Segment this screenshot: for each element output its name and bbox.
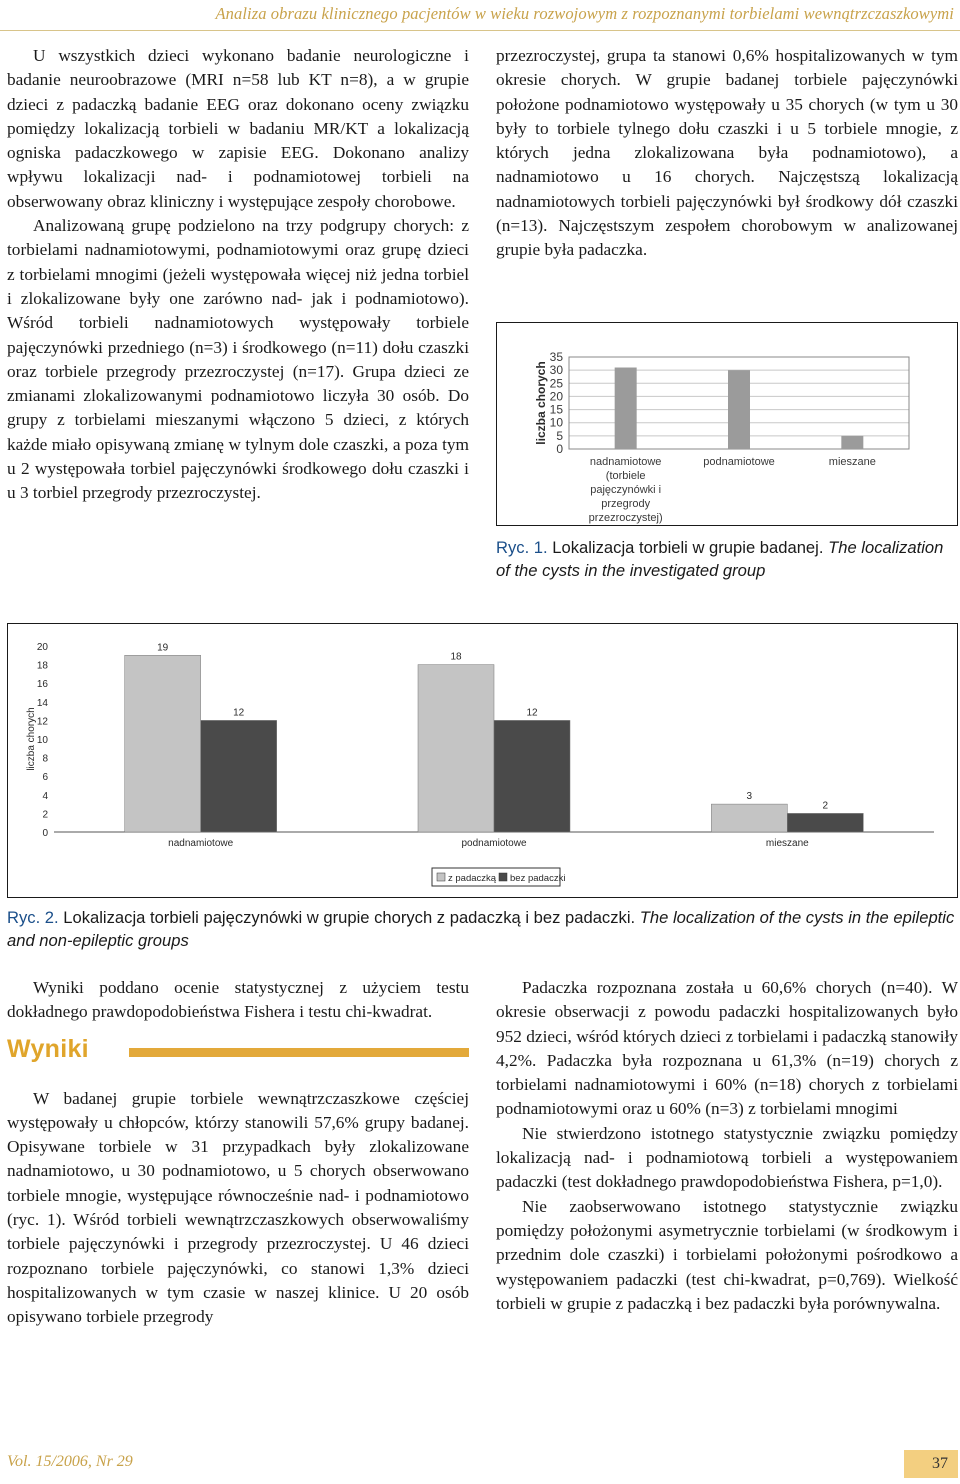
paragraph-groups: Analizowaną grupę podzielono na trzy podgrupy chorych: z torbielami nadnamiotowymi, podnamiotowymi oraz grupę dzieci z torbielami mnogimi (jeżeli występowała więcej niż jedna torbiel i zlokalizowane były one zarówno nad- jak i podnamiotowo). Wśród torbieli nadnamiotowych występowały torbiele pajęczynówki przedniego (n=3) i środkowego (n=11) dołu czaszki oraz torbiele przegrody przezroczystej (n=17). Grupa dzieci ze zmianami zlokalizowanymi podnamiotowo liczyła 30 osób. Do grupy z torbielami mieszanymi włączono 5 dzieci, z których każde miało opisywaną zmianę w tylnym dole czaszki, a poza tym u 2 występowała torbiel pajęczynówki środkowego dołu czaszki i u 3 torbiel przegrody przezroczystej. [7,216,469,503]
y-tick-label: 18 [36,660,48,672]
x-tick-label: przegrody [601,498,651,510]
footer-volume: Vol. 15/2006, Nr 29 [7,1453,133,1470]
paragraph-fisher: Nie stwierdzono istotnego statystycznie związku pomiędzy lokalizacją nad- i podnamiotową torbieli a występowaniem padaczki (test dokładnego prawdopodobieństwa Fishera, p=1,0). [496,1123,958,1192]
figure-1-label: Ryc. 1. [496,538,548,557]
y-axis-label: liczba chorych [26,707,37,771]
section-heading-results [7,1034,469,1071]
bar-z-padaczką-2 [418,665,494,832]
y-tick-label: 10 [36,735,48,746]
data-label: 18 [450,651,462,663]
running-title: Analiza obrazu klinicznego pacjentów w wieku rozwojowym z rozpoznanymi torbielami wewnątrzczaszkowymi [215,4,954,23]
legend-label: z padaczką [448,873,497,884]
y-tick-label: 20 [36,642,48,653]
x-tick-label: nadnamiotowe [168,838,234,849]
paragraph-chi-square: Nie zaobserwowano istotnego statystycznie związku pomiędzy położonymi asymetrycznie torbielami (w środkowym i przednim dole czaszki) i torbielami położonymi pośrodkowo a występowaniem padaczki (test chi-kwadrat, p=0,769). Wielkość torbieli w grupie z padaczką i bez padaczki była porównywalna. [496,1196,958,1313]
right-column-bottom [496,976,958,1316]
figure-2-chart [7,623,958,898]
bar-bez-padaczki-2 [494,720,570,832]
page-number: 37 [904,1450,958,1478]
figure-1-svg [497,323,957,525]
y-tick-label: 2 [42,809,48,821]
right-column-top [496,44,958,263]
y-tick-label: 14 [36,697,48,709]
y-tick-label: 0 [42,828,48,839]
figure-2-caption-pl: Lokalizacja torbieli pajęczynówki w grupie chorych z padaczką i bez padaczki. [63,908,636,927]
bar-2 [728,370,750,449]
legend-swatch [437,873,445,881]
legend-swatch [499,873,507,881]
legend-label: bez padaczki [510,873,566,884]
x-tick-label: (torbiele [605,470,646,482]
bar-z-padaczką-3 [711,804,787,832]
y-tick-label: 5 [556,428,563,443]
section-title: Wyniki [7,1034,89,1063]
figure-2-label: Ryc. 2. [7,908,59,927]
paragraph-continuation: przezroczystej, grupa ta stanowi 0,6% hospitalizowanych w tym okresie chorych. W grupie badanej torbiele pajęczynówki położone podnamiotowo występowały u 35 chorych (w tym u 30 były to torbiele tylnego dołu czaszki i u 5 torbiele mnogie, z których jedna zlokalizowana była podnamiotowo), a nadnamiotowo u 16 chorych. Najczęstszą lokalizacją nadnamiotowych torbieli pajęczynówki był środkowy dół czaszki (n=13). Najczęstszym zespołem chorobowym w analizowanej grupie była padaczka. [496,46,958,260]
running-head [0,0,960,30]
data-label: 12 [526,707,538,719]
paragraph-statistics: Wyniki poddano ocenie statystycznej z użyciem testu dokładnego prawdopodobieństwa Fishera i testu chi-kwadrat. [7,978,469,1022]
running-head-rule [0,30,960,31]
figure-2-svg [8,624,957,897]
y-tick-label: 20 [549,389,563,404]
y-axis-label: liczba chorych [534,361,548,445]
y-tick-label: 6 [42,772,48,784]
left-column-top [7,44,469,506]
y-tick-label: 16 [36,679,48,691]
data-label: 12 [233,707,245,719]
figure-1-caption [496,536,958,582]
bar-bez-padaczki-1 [201,720,277,832]
y-tick-label: 8 [42,753,48,765]
bar-1 [615,368,637,449]
y-tick-label: 35 [549,350,563,364]
figure-2-caption [7,906,958,952]
x-tick-label: mieszane [765,838,809,849]
x-tick-label: podnamiotowe [461,838,527,849]
y-tick-label: 30 [549,363,563,378]
left-column-bottom [7,976,469,1330]
x-tick-label: podnamiotowe [703,456,775,468]
figure-1-caption-en: The localization of the cysts in the investigated group [496,538,944,580]
figure-1-chart [496,322,958,526]
y-tick-label: 25 [549,376,563,391]
x-tick-label: nadnamiotowe [589,456,662,468]
bar-bez-padaczki-3 [787,813,863,832]
paragraph-methods: U wszystkich dzieci wykonano badanie neurologiczne i badanie neuroobrazowe (MRI n=58 lub KT n=8), a w grupie dzieci z padaczką badanie EEG oraz dokonano oceny związku pomiędzy lokalizacją torbieli w badaniu MR/KT a lokalizacją ogniska padaczkowego w zapisie EEG. Dokonano analizy wpływu lokalizacji nad- i podnamiotowej torbieli na obserwowany obraz kliniczny i występujące zespoły chorobowe. [7,46,469,211]
figure-1-caption-pl: Lokalizacja torbieli w grupie badanej. [552,538,824,557]
bar-3 [841,436,863,449]
paragraph-results: W badanej grupie torbiele wewnątrzczaszkowe częściej występowały u chłopców, którzy stanowili 57,6% grupy badanej. Opisywane torbiele w 31 przypadkach były zlokalizowane nadnamiotowo, u 30 podnamiotowo, u 5 chorych obserwowano torbiele mnogie, występujące równocześnie nad- i podnamiotowo (ryc. 1). Wśród torbieli wewnątrzczaszkowych obserwowaliśmy torbiele pajęczynówki i przegrody przezroczystej. U 46 dzieci rozpoznano torbiele pajęczynówki, co stanowi 1,3% dzieci hospitalizowanych w tym czasie w naszej klinice. U 20 osób opisywano torbiele przegrody [7,1088,469,1327]
x-tick-label: przezroczystej) [588,512,663,524]
x-tick-label: mieszane [828,456,876,468]
paragraph-epilepsy: Padaczka rozpoznana została u 60,6% chorych (n=40). W okresie obserwacji z powodu padaczki hospitalizowanych było 952 dzieci, wśród których dzieci z torbielami i padaczką stanowiły 4,2%. Padaczka była rozpoznana u 61,3% (n=19) chorych z torbielami nadnamiotowymi i 60% (n=18) chorych z torbielami podnamiotowymi oraz u 60% (n=3) z torbielami mnogimi [496,978,958,1119]
y-tick-label: 10 [549,415,563,430]
data-label: 3 [746,791,753,803]
y-tick-label: 12 [36,716,48,728]
data-label: 19 [157,642,169,654]
section-heading-bar [129,1048,469,1057]
y-tick-label: 4 [42,790,48,802]
data-label: 2 [822,800,829,812]
bar-z-padaczką-1 [125,655,201,832]
y-tick-label: 0 [556,442,563,456]
x-tick-label: pajęczynówki i [590,484,662,496]
y-tick-label: 15 [549,402,563,417]
figure-2-caption-en: The localization of the cysts in the epileptic and non-epileptic groups [7,908,955,950]
